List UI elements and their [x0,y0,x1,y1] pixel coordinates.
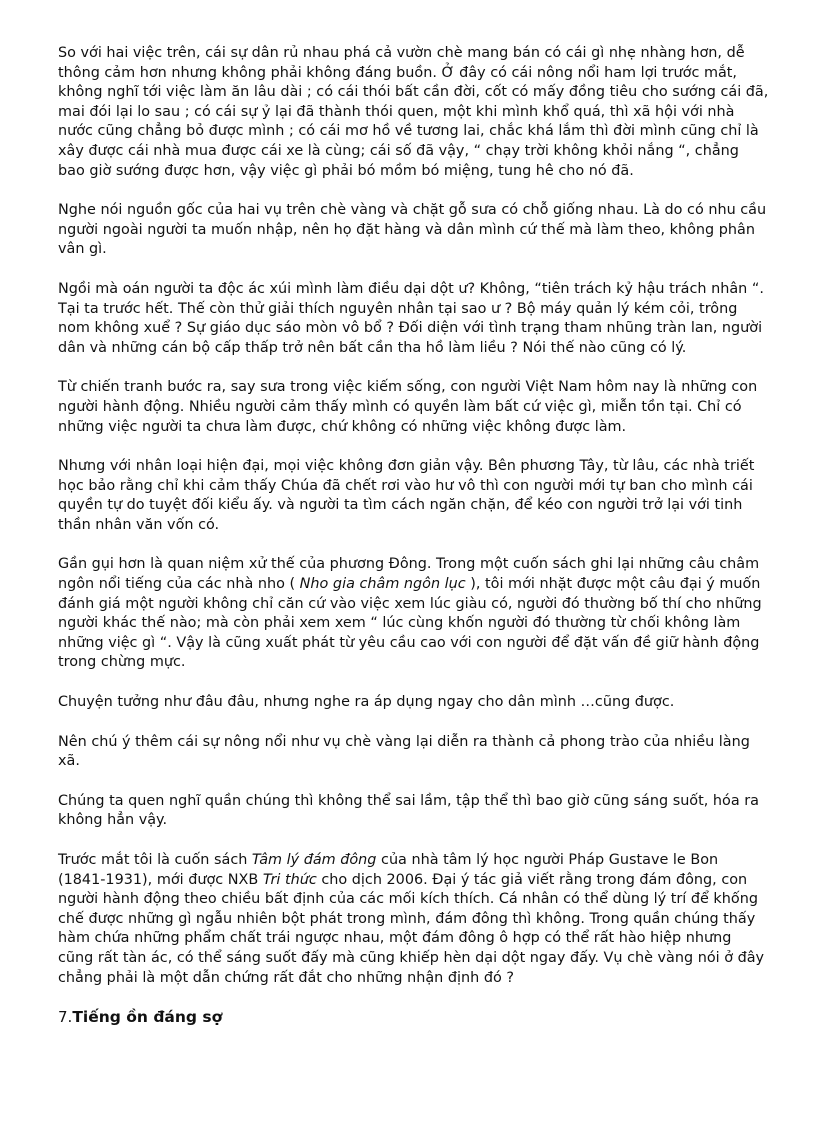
book-title-tam-ly: Tâm lý đám đông [251,852,377,868]
paragraph-6 [58,555,770,673]
paragraph-1: So với hai việc trên, cái sự dân rủ nhau phá cả vườn chè mang bán có cái gì nhẹ nhàng hơn, dễ thông cảm hơn nhưng không phải không đáng buồn. Ở đây có cái nông nổi ham lợi trước mắt, không nghĩ tới việc làm ăn lâu dài ; có cái thói bất cần đời, cốt có mấy đồng tiêu cho sướng cái đã, mai đói lại lo sau ; có cái sự ỷ lại đã thành thói quen, một khi mình khổ quá, thì xã hội với nhà nước cũng chẳng bỏ được mình ; có cái mơ hồ về tương lai, chắc khá lắm thì đời mình cũng chỉ là xây được cái nhà mua được cái xe là cùng; cái số đã vậy, “ chạy trời không khỏi nắng “, chẳng bao giờ sướng được hơn, vậy việc gì phải bó mồm bó miệng, tung hê cho nó đã. [58,45,769,179]
book-title-nho-gia: Nho gia châm ngôn lục [299,576,466,593]
paragraph-9: Chúng ta quen nghĩ quần chúng thì không thể sai lầm, tập thể thì bao giờ cũng sáng suốt, hóa ra không hẳn vậy. [58,792,759,829]
paragraph-4: Từ chiến tranh bước ra, say sưa trong việc kiếm sống, con người Việt Nam hôm nay là những con người hành động. Nhiều người cảm thấy mình có quyền làm bất cứ việc gì, miễn tồn tại. Chỉ có những việc người ta chưa làm được, chứ không có những việc không được làm. [58,379,758,435]
paragraph-6-part-2: ), tôi mới nhặt được một câu đại ý muốn đánh giá một người không chỉ căn cứ vào việc xem lúc giàu có, người đó thường bố thí cho những người khác thế nào; mà còn phải xem xem “ lúc cùng khốn người đó thường từ chối không làm những việc gì “. Vậy là cũng xuất phát từ yêu cầu cao với con người để đặt vấn đề giữ hành động trong chừng mực. [58,576,762,671]
paragraph-10-part-3: cho dịch 2006. Đại ý tác giả viết rằng trong đám đông, con người hành động theo chiều bất định của các mối kích thích. Cá nhân có thể dùng lý trí để khống chế được những gì ngẫu nhiên bột phát trong mình, đám đông thì không. Trong quần chúng thấy hàm chứa những phẩm chất trái ngược nhau, một đám đông ô hợp có thể rất hào hiệp nhưng cũng rất tàn ác, có thể sáng suốt đấy mà cũng khiếp hèn dại dột ngay đấy. Vụ chè vàng nói ở đây chẳng phải là một dẫn chứng rất đắt cho những nhận định đó ? [58,871,765,986]
paragraph-10-part-1: Trước mắt tôi là cuốn sách [58,852,252,868]
paragraph-10-part-2: của nhà tâm lý học người Pháp Gustave le Bon (1841-1931), mới được NXB [58,852,719,888]
paragraph-6-part-1: Gần gụi hơn là quan niệm xử thế của phương Đông. Trong một cuốn sách ghi lại những câu châm ngôn nổi tiếng của các nhà nho ( [58,556,760,593]
section-title: Tiếng ồn đáng sợ [72,1008,223,1027]
section-heading [58,1008,770,1028]
paragraph-8: Nên chú ý thêm cái sự nông nổi như vụ chè vàng lại diễn ra thành cả phong trào của nhiều làng xã. [58,733,750,770]
paragraph-2: Nghe nói nguồn gốc của hai vụ trên chè vàng và chặt gỗ sưa có chỗ giống nhau. Là do có nhu cầu người ngoài người ta muốn nhập, nên họ đặt hàng và dân mình cứ thế mà làm theo, không phân vân gì. [58,202,767,258]
paragraph-5: Nhưng với nhân loại hiện đại, mọi việc không đơn giản vậy. Bên phương Tây, từ lâu, các nhà triết học bảo rằng chỉ khi cảm thấy Chúa đã chết rơi vào hư vô thì con người mới tự ban cho mình cái quyền tự do tuyệt đối kiểu ấy. và người ta tìm cách ngăn chặn, để kéo con người trở lại với tinh thần nhân văn vốn có. [58,458,755,533]
paragraph-10 [58,851,770,988]
publisher-name: Tri thức [262,871,317,888]
paragraph-7: Chuyện tưởng như đâu đâu, nhưng nghe ra áp dụng ngay cho dân mình …cũng được. [58,694,675,711]
document-page [58,44,770,1028]
paragraph-3: Ngồi mà oán người ta độc ác xúi mình làm điều dại dột ư? Không, “tiên trách kỷ hậu trách nhân “. Tại ta trước hết. Thế còn thử giải thích nguyên nhân tại sao ư ? Bộ máy quản lý kém cỏi, trông nom không xuể ? Sự giáo dục sáo mòn vô bổ ? Đối diện với tình trạng tham nhũng tràn lan, người dân và những cán bộ cấp thấp trở nên bất cần tha hồ làm liều ? Nói thế nào cũng có lý. [58,280,764,356]
section-number: 7. [58,1008,73,1027]
